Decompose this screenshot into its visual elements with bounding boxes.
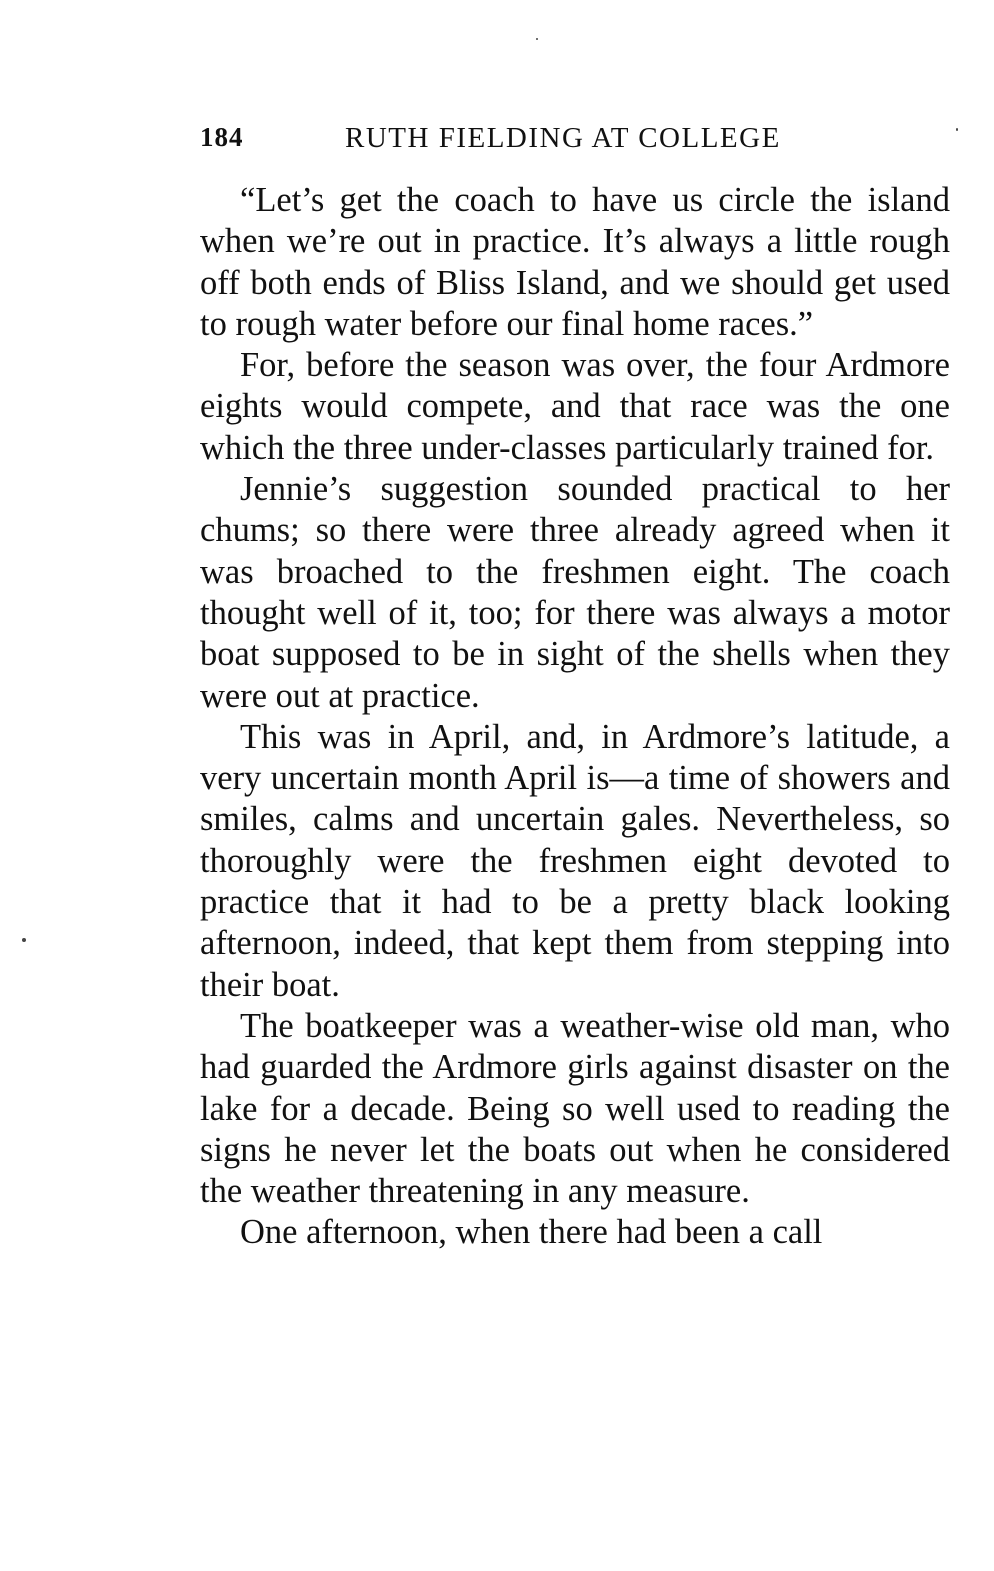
- body-text: [200, 180, 950, 1254]
- page-number: 184: [200, 122, 244, 152]
- ink-speck: [956, 128, 958, 131]
- ink-speck: [22, 938, 26, 942]
- ink-speck: [536, 38, 538, 40]
- running-title: RUTH FIELDING AT COLLEGE: [345, 122, 781, 154]
- paragraph: For, before the season was over, the four Ardmore eights would compete, and that race was the one which the three under-classes particularly trained for.: [200, 346, 950, 467]
- running-header: [200, 122, 950, 166]
- paragraph: This was in April, and, in Ardmore’s latitude, a very uncertain month April is—a time of showers and smiles, calms and uncertain gales. Nevertheless, so thoroughly were the freshmen eight devoted to practice that it had to be a pretty black looking afternoon, indeed, that kept them from stepping into their boat.: [200, 717, 950, 1004]
- paragraph: Jennie’s suggestion sounded practical to her chums; so there were three already agreed when it was broached to the freshmen eight. The coach thought well of it, too; for there was always a motor boat supposed to be in sight of the shells when they were out at practice.: [200, 470, 950, 715]
- paragraph: “Let’s get the coach to have us circle the island when we’re out in practice. It’s always a little rough off both ends of Bliss Island, and we should get used to rough water before our final home races.”: [200, 181, 950, 343]
- paragraph: The boatkeeper was a weather-wise old man, who had guarded the Ardmore girls against disaster on the lake for a decade. Being so well used to reading the signs he never let the boats out when he considered the weather threatening in any measure.: [200, 1006, 950, 1211]
- paragraph: One afternoon, when there had been a call: [240, 1213, 823, 1252]
